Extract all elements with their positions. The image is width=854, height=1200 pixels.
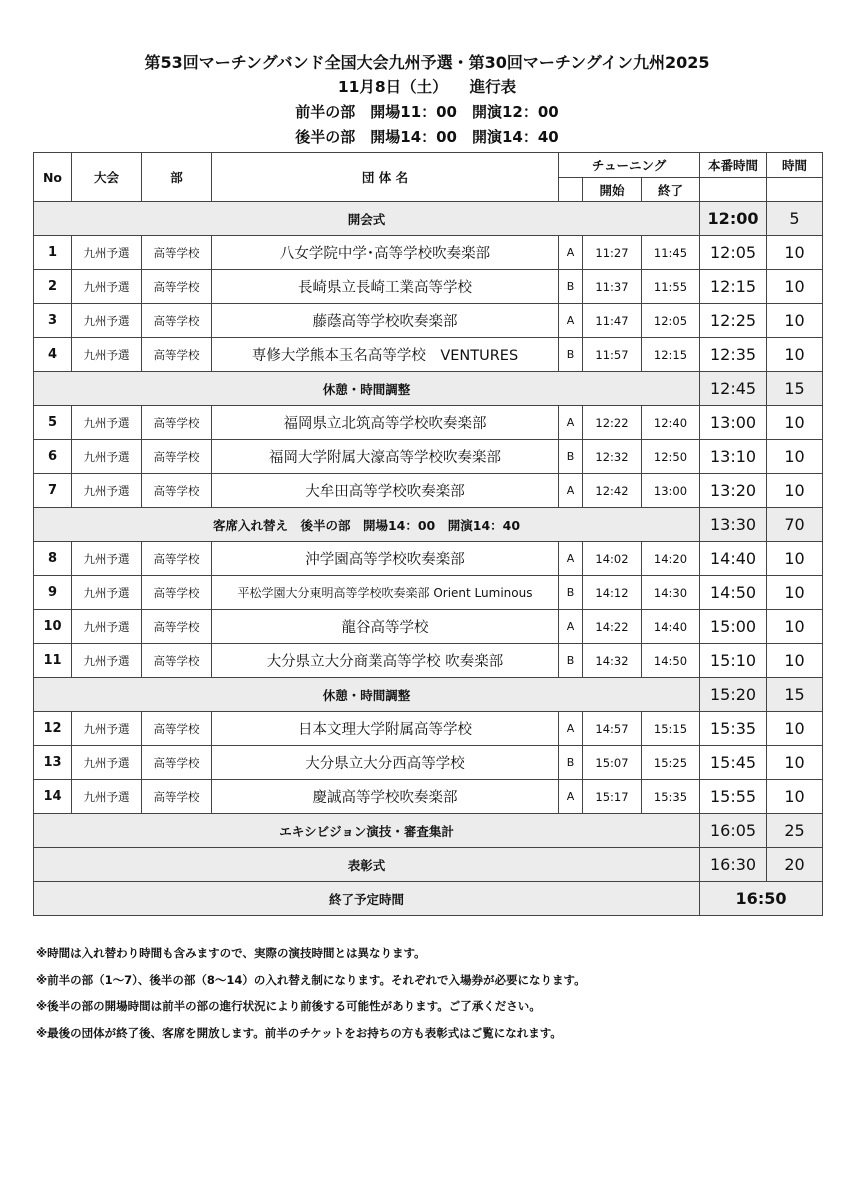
event-duration: 25	[767, 814, 823, 848]
row-group-name: 沖学園高等学校吹奏楽部	[212, 542, 559, 576]
note-item: ※最後の団体が終了後、客席を開放します。前半のチケットをお持ちの方も表彰式はご覧になれます。	[36, 1025, 562, 1040]
event-row	[34, 814, 823, 848]
header-bu: 部	[142, 153, 212, 202]
event-row	[34, 678, 823, 712]
row-tuning-room: B	[559, 746, 583, 780]
event-label: 休憩・時間調整	[34, 678, 700, 712]
row-number: 3	[34, 304, 72, 338]
table-row	[34, 440, 823, 474]
row-duration: 10	[767, 644, 823, 678]
row-tuning-room: A	[559, 474, 583, 508]
row-tuning-room: B	[559, 440, 583, 474]
row-tuning-start: 15:07	[583, 746, 642, 780]
row-bu: 高等学校	[142, 746, 212, 780]
row-taikai: 九州予選	[72, 610, 142, 644]
row-number: 10	[34, 610, 72, 644]
row-tuning-start: 14:22	[583, 610, 642, 644]
header-blank-jikan	[767, 178, 823, 202]
row-bu: 高等学校	[142, 712, 212, 746]
row-tuning-end: 11:55	[642, 270, 700, 304]
event-row	[34, 508, 823, 542]
header-tuning: チューニング	[559, 153, 700, 178]
final-label: 終了予定時間	[34, 882, 700, 916]
schedule-table	[33, 152, 823, 916]
row-tuning-room: A	[559, 610, 583, 644]
event-time: 12:45	[700, 372, 767, 406]
row-group-name: 長崎県立長崎工業高等学校	[212, 270, 559, 304]
row-taikai: 九州予選	[72, 236, 142, 270]
row-group-name: 大分県立大分西高等学校	[212, 746, 559, 780]
table-row	[34, 644, 823, 678]
row-taikai: 九州予選	[72, 440, 142, 474]
row-tuning-end: 15:15	[642, 712, 700, 746]
row-group-name: 福岡県立北筑高等学校吹奏楽部	[212, 406, 559, 440]
event-date: 11月8日（土）	[337, 78, 448, 96]
row-tuning-room: A	[559, 542, 583, 576]
event-label: 表彰式	[34, 848, 700, 882]
row-tuning-room: B	[559, 644, 583, 678]
row-taikai: 九州予選	[72, 712, 142, 746]
session-first-info: 前半の部 開場11：00 開演12：00	[295, 103, 559, 121]
row-duration: 10	[767, 780, 823, 814]
row-group-name: 大牟田高等学校吹奏楽部	[212, 474, 559, 508]
row-performance-time: 15:00	[700, 610, 767, 644]
row-performance-time: 15:55	[700, 780, 767, 814]
row-tuning-end: 15:35	[642, 780, 700, 814]
row-bu: 高等学校	[142, 780, 212, 814]
table-row	[34, 406, 823, 440]
row-tuning-start: 14:57	[583, 712, 642, 746]
event-label: エキシビジョン演技・審査集計	[34, 814, 700, 848]
header-dantai: 団 体 名	[212, 153, 559, 202]
row-duration: 10	[767, 474, 823, 508]
row-performance-time: 12:25	[700, 304, 767, 338]
row-performance-time: 15:45	[700, 746, 767, 780]
row-tuning-end: 15:25	[642, 746, 700, 780]
session-second-info: 後半の部 開場14：00 開演14：40	[295, 128, 559, 146]
row-duration: 10	[767, 338, 823, 372]
row-performance-time: 13:10	[700, 440, 767, 474]
row-tuning-start: 11:37	[583, 270, 642, 304]
final-time: 16:50	[700, 882, 823, 916]
note-item: ※後半の部の開場時間は前半の部の進行状況により前後する可能性があります。ご了承ください。	[36, 999, 541, 1013]
schedule-body	[34, 202, 823, 916]
notes-section	[36, 940, 826, 1046]
row-tuning-start: 14:12	[583, 576, 642, 610]
table-row	[34, 576, 823, 610]
table-row	[34, 474, 823, 508]
event-row	[34, 372, 823, 406]
row-bu: 高等学校	[142, 644, 212, 678]
final-row	[34, 882, 823, 916]
row-performance-time: 12:35	[700, 338, 767, 372]
row-duration: 10	[767, 712, 823, 746]
row-tuning-room: B	[559, 270, 583, 304]
row-group-name: 大分県立大分商業高等学校 吹奏楽部	[212, 644, 559, 678]
note-item: ※前半の部（1～7）、後半の部（8～14）の入れ替え制になります。それぞれで入場券が必要になります。	[36, 972, 586, 987]
event-duration: 15	[767, 372, 823, 406]
row-duration: 10	[767, 610, 823, 644]
row-tuning-end: 14:30	[642, 576, 700, 610]
event-label: 客席入れ替え 後半の部 開場14：00 開演14：40	[34, 508, 700, 542]
table-row	[34, 780, 823, 814]
row-tuning-room: A	[559, 780, 583, 814]
table-row	[34, 712, 823, 746]
document-subtitle: 進行表	[469, 78, 517, 96]
row-performance-time: 14:50	[700, 576, 767, 610]
row-performance-time: 15:35	[700, 712, 767, 746]
event-time: 13:30	[700, 508, 767, 542]
row-tuning-start: 11:27	[583, 236, 642, 270]
event-duration: 20	[767, 848, 823, 882]
row-performance-time: 13:20	[700, 474, 767, 508]
table-row	[34, 610, 823, 644]
row-bu: 高等学校	[142, 338, 212, 372]
row-number: 2	[34, 270, 72, 304]
table-row	[34, 236, 823, 270]
table-row	[34, 542, 823, 576]
table-row	[34, 746, 823, 780]
document-title: 第53回マーチングバンド全国大会九州予選・第30回マーチングイン九州2025	[144, 53, 710, 72]
row-number: 4	[34, 338, 72, 372]
row-number: 14	[34, 780, 72, 814]
row-number: 11	[34, 644, 72, 678]
row-group-name: 八女学院中学･高等学校吹奏楽部	[212, 236, 559, 270]
header-jikan: 時間	[767, 153, 823, 178]
row-taikai: 九州予選	[72, 542, 142, 576]
row-tuning-start: 12:22	[583, 406, 642, 440]
row-group-name: 龍谷高等学校	[212, 610, 559, 644]
header-taikai: 大会	[72, 153, 142, 202]
row-number: 8	[34, 542, 72, 576]
row-tuning-start: 14:32	[583, 644, 642, 678]
row-tuning-room: A	[559, 304, 583, 338]
row-tuning-room: A	[559, 236, 583, 270]
row-bu: 高等学校	[142, 576, 212, 610]
row-bu: 高等学校	[142, 304, 212, 338]
event-time: 16:05	[700, 814, 767, 848]
row-taikai: 九州予選	[72, 406, 142, 440]
row-performance-time: 12:05	[700, 236, 767, 270]
row-bu: 高等学校	[142, 474, 212, 508]
event-time: 16:30	[700, 848, 767, 882]
event-duration: 15	[767, 678, 823, 712]
row-tuning-end: 14:40	[642, 610, 700, 644]
row-duration: 10	[767, 304, 823, 338]
row-performance-time: 13:00	[700, 406, 767, 440]
row-tuning-end: 12:40	[642, 406, 700, 440]
row-tuning-end: 12:50	[642, 440, 700, 474]
row-group-name: 慶誠高等学校吹奏楽部	[212, 780, 559, 814]
row-tuning-room: B	[559, 576, 583, 610]
row-tuning-room: A	[559, 406, 583, 440]
row-taikai: 九州予選	[72, 474, 142, 508]
row-tuning-end: 12:15	[642, 338, 700, 372]
row-taikai: 九州予選	[72, 304, 142, 338]
header-ab	[559, 178, 583, 202]
row-duration: 10	[767, 746, 823, 780]
row-bu: 高等学校	[142, 406, 212, 440]
table-row	[34, 304, 823, 338]
row-taikai: 九州予選	[72, 746, 142, 780]
row-tuning-end: 13:00	[642, 474, 700, 508]
row-tuning-room: A	[559, 712, 583, 746]
row-tuning-start: 12:32	[583, 440, 642, 474]
row-group-name: 藤蔭高等学校吹奏楽部	[212, 304, 559, 338]
row-number: 6	[34, 440, 72, 474]
row-bu: 高等学校	[142, 542, 212, 576]
row-duration: 10	[767, 406, 823, 440]
row-performance-time: 14:40	[700, 542, 767, 576]
row-duration: 10	[767, 440, 823, 474]
header-no: No	[34, 153, 72, 202]
row-tuning-end: 14:50	[642, 644, 700, 678]
row-taikai: 九州予選	[72, 780, 142, 814]
row-performance-time: 12:15	[700, 270, 767, 304]
table-row	[34, 270, 823, 304]
row-tuning-start: 15:17	[583, 780, 642, 814]
header-honban: 本番時間	[700, 153, 767, 178]
row-tuning-end: 12:05	[642, 304, 700, 338]
row-taikai: 九州予選	[72, 644, 142, 678]
row-tuning-start: 14:02	[583, 542, 642, 576]
row-number: 1	[34, 236, 72, 270]
row-bu: 高等学校	[142, 610, 212, 644]
table-row	[34, 338, 823, 372]
row-number: 12	[34, 712, 72, 746]
header-blank-honban	[700, 178, 767, 202]
row-taikai: 九州予選	[72, 338, 142, 372]
row-tuning-start: 11:47	[583, 304, 642, 338]
row-taikai: 九州予選	[72, 270, 142, 304]
note-item: ※時間は入れ替わり時間も含みますので、実際の演技時間とは異なります。	[36, 946, 426, 960]
event-time: 15:20	[700, 678, 767, 712]
row-number: 5	[34, 406, 72, 440]
event-duration: 70	[767, 508, 823, 542]
event-duration: 5	[767, 202, 823, 236]
row-group-name: 日本文理大学附属高等学校	[212, 712, 559, 746]
document-date-line	[0, 75, 854, 100]
row-duration: 10	[767, 542, 823, 576]
row-tuning-start: 11:57	[583, 338, 642, 372]
row-duration: 10	[767, 576, 823, 610]
row-tuning-end: 11:45	[642, 236, 700, 270]
row-bu: 高等学校	[142, 270, 212, 304]
event-row	[34, 202, 823, 236]
row-tuning-end: 14:20	[642, 542, 700, 576]
event-label: 休憩・時間調整	[34, 372, 700, 406]
event-time: 12:00	[700, 202, 767, 236]
row-number: 13	[34, 746, 72, 780]
row-bu: 高等学校	[142, 440, 212, 474]
header-end: 終了	[642, 178, 700, 202]
document-header	[0, 50, 854, 150]
row-group-name: 平松学園大分東明高等学校吹奏楽部 Orient Luminous	[212, 576, 559, 610]
event-label: 開会式	[34, 202, 700, 236]
row-duration: 10	[767, 270, 823, 304]
row-duration: 10	[767, 236, 823, 270]
row-tuning-start: 12:42	[583, 474, 642, 508]
row-group-name: 福岡大学附属大濠高等学校吹奏楽部	[212, 440, 559, 474]
row-taikai: 九州予選	[72, 576, 142, 610]
row-number: 9	[34, 576, 72, 610]
header-start: 開始	[583, 178, 642, 202]
row-bu: 高等学校	[142, 236, 212, 270]
event-row	[34, 848, 823, 882]
row-performance-time: 15:10	[700, 644, 767, 678]
row-number: 7	[34, 474, 72, 508]
row-group-name: 専修大学熊本玉名高等学校 VENTURES	[212, 338, 559, 372]
row-tuning-room: B	[559, 338, 583, 372]
